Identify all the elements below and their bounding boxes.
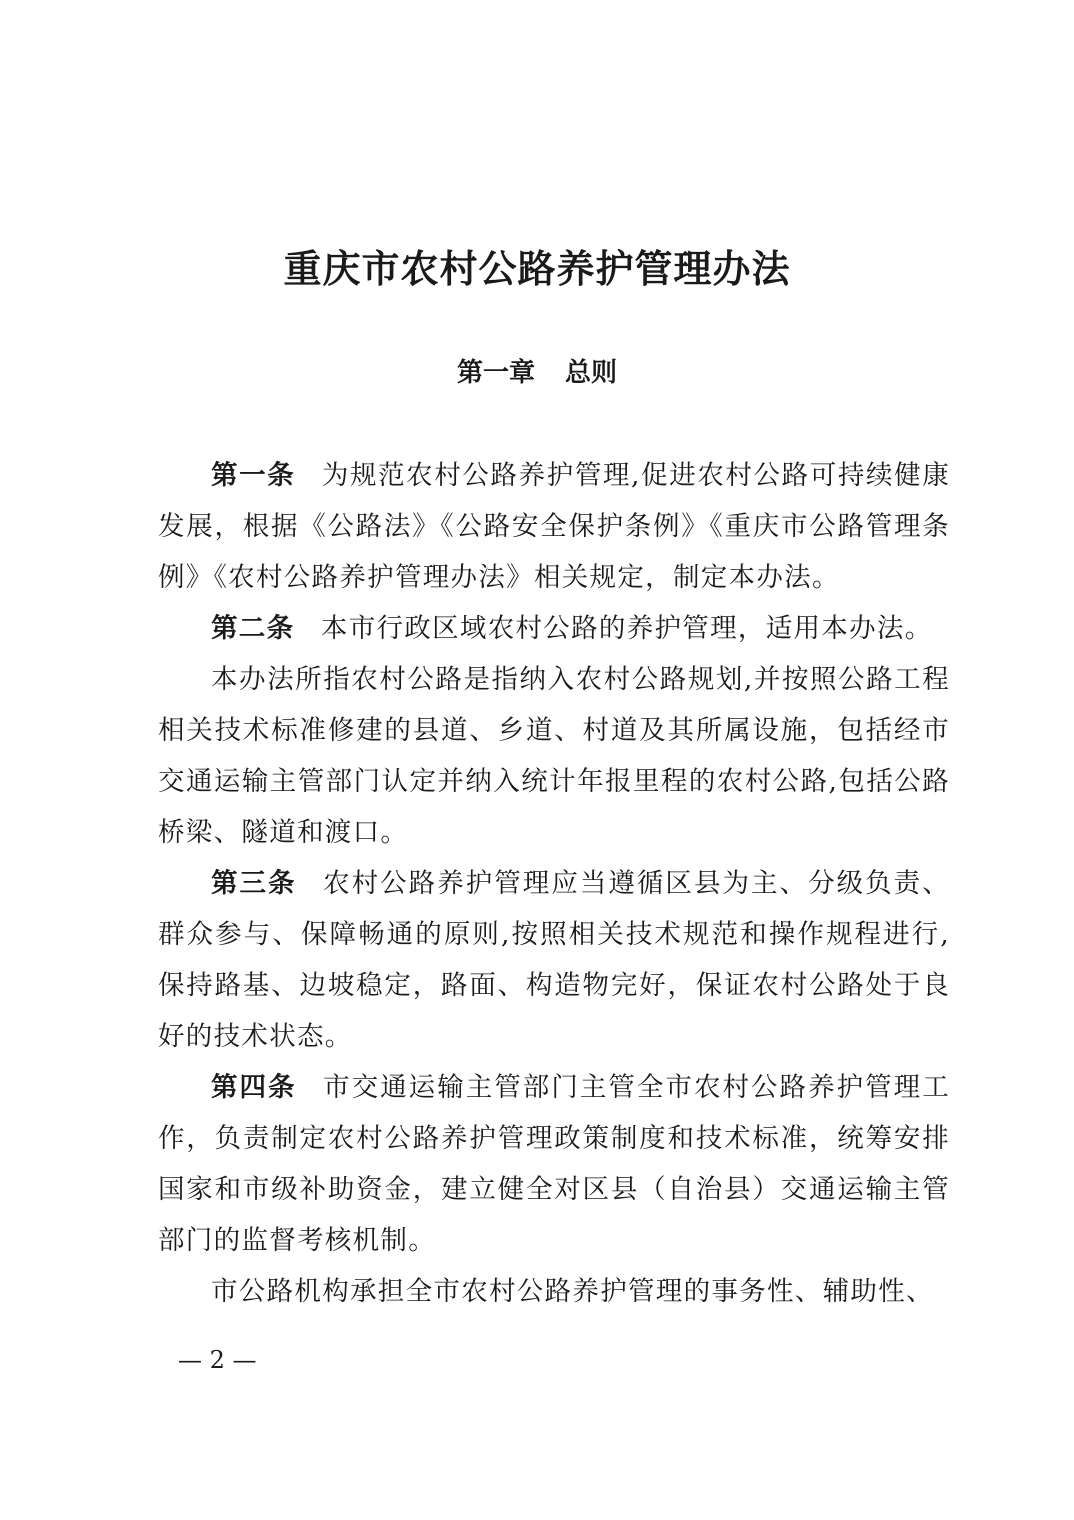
chapter-heading (0, 352, 1074, 389)
body-paragraph (158, 654, 950, 858)
article-paragraph (158, 450, 950, 603)
article-label: 第二条 (211, 613, 295, 644)
article-label: 第一条 (211, 460, 296, 491)
article-label: 第四条 (211, 1072, 297, 1103)
chapter-number: 第一章 (456, 358, 535, 388)
article-label: 第三条 (211, 868, 297, 899)
article-paragraph (158, 858, 950, 1062)
document-body (158, 450, 950, 1317)
document-title: 重庆市农村公路养护管理办法 (283, 246, 791, 291)
body-paragraph (158, 1266, 950, 1317)
chapter-name: 总则 (565, 358, 618, 388)
article-text: 本市行政区域农村公路的养护管理，适用本办法。 (320, 613, 933, 644)
article-paragraph (158, 1062, 950, 1266)
article-text: 为规范农村公路养护管理,促进农村公路可持续健康发展，根据《公路法》《公路安全保护条例》《重庆市公路管理条例》《农村公路养护管理办法》相关规定，制定本办法。 (158, 460, 951, 593)
paragraph-text: 市公路机构承担全市农村公路养护管理的事务性、辅助性、 (211, 1276, 934, 1307)
article-paragraph (158, 603, 950, 654)
article-text: 农村公路养护管理应当遵循区县为主、分级负责、群众参与、保障畅通的原则,按照相关技术规范和操作规程进行,保持路基、边坡稳定，路面、构造物完好，保证农村公路处于良好的技术状态。 (158, 868, 950, 1052)
page-number: — 2 — (178, 1346, 257, 1374)
paragraph-text: 本办法所指农村公路是指纳入农村公路规划,并按照公路工程相关技术标准修建的县道、乡道、村道及其所属设施，包括经市交通运输主管部门认定并纳入统计年报里程的农村公路,包括公路桥梁、隧道和渡口。 (158, 664, 950, 848)
article-text: 市交通运输主管部门主管全市农村公路养护管理工作，负责制定农村公路养护管理政策制度和技术标准，统筹安排国家和市级补助资金，建立健全对区县（自治县）交通运输主管部门的监督考核机制。 (158, 1072, 950, 1256)
